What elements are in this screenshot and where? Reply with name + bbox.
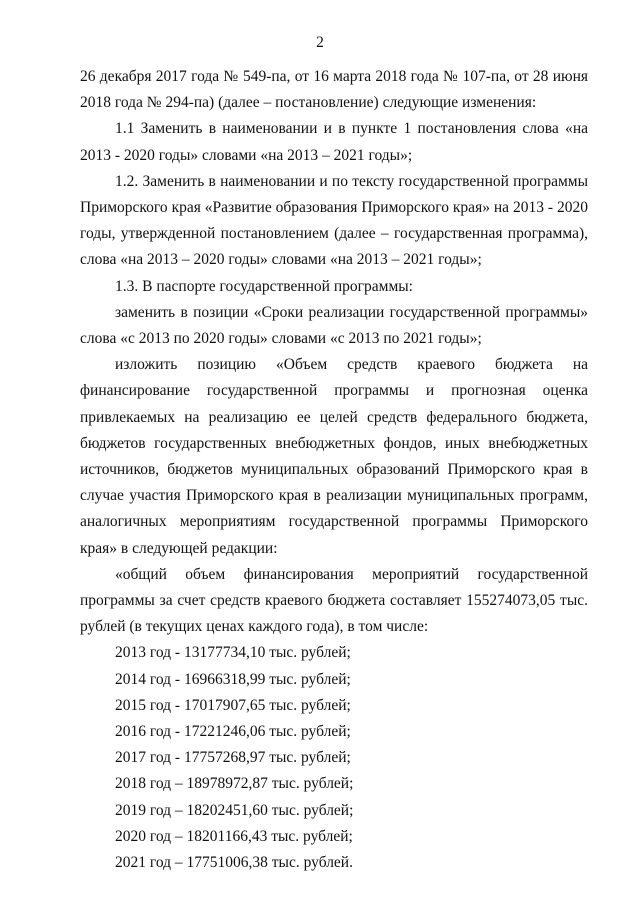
funding-year-line: 2015 год - 17017907,65 тыс. рублей; — [115, 696, 351, 714]
funding-year-line: 2013 год - 13177734,10 тыс. рублей; — [115, 644, 351, 662]
paragraph: 1.2. Заменить в наименовании и по тексту государственной программы Приморского края «Развитие образования Приморского края» на 2013 - 2020 годы, утвержденной постановлением (далее – государственная программа), слова «на 2013 – 2020 годы» словами «на 2013 – 2021 годы»; — [80, 172, 588, 269]
paragraph: изложить позицию «Объем средств краевого бюджета на финансирование государственной программы и прогнозная оценка привлекаемых на реализацию ее целей средств федерального бюджета, бюджетов государственных внебюджетных фондов, иных внебюджетных источников, бюджетов муниципальных образований Приморского края в случае участия Приморского края в реализации муниципальных программ, аналогичных мероприятиям государственной программы Приморского края» в следующей редакции: — [80, 356, 588, 557]
funding-year-line: 2014 год - 16966318,99 тыс. рублей; — [115, 670, 351, 688]
funding-year-line: 2018 год – 18978972,87 тыс. рублей; — [115, 775, 354, 793]
funding-year-line: 2021 год – 17751006,38 тыс. рублей. — [115, 854, 353, 872]
funding-year-line: 2016 год - 17221246,06 тыс. рублей; — [115, 723, 351, 741]
funding-year-line: 2020 год – 18201166,43 тыс. рублей; — [115, 827, 353, 845]
paragraph: 26 декабря 2017 года № 549-па, от 16 марта 2018 года № 107-па, от 28 июня 2018 года № 294-па) (далее – постановление) следующие изменения: — [80, 68, 588, 112]
document-body — [80, 64, 588, 876]
page-number: 2 — [316, 34, 324, 51]
paragraph: заменить в позиции «Сроки реализации государственной программы» слова «с 2013 по 2020 годы» словами «с 2013 по 2021 годы»; — [80, 303, 588, 348]
paragraph: «общий объем финансирования мероприятий государственной программы за счет средств краевого бюджета составляет 155274073,05 тыс. рублей (в текущих ценах каждого года), в том числе: — [80, 565, 588, 636]
funding-year-line: 2017 год - 17757268,97 тыс. рублей; — [115, 749, 351, 767]
paragraph: 1.1 Заменить в наименовании и в пункте 1 постановления слова «на 2013 - 2020 годы» словами «на 2013 – 2021 годы»; — [80, 120, 588, 164]
funding-year-line: 2019 год – 18202451,60 тыс. рублей; — [115, 801, 354, 819]
paragraph: 1.3. В паспорте государственной программы: — [115, 277, 413, 295]
